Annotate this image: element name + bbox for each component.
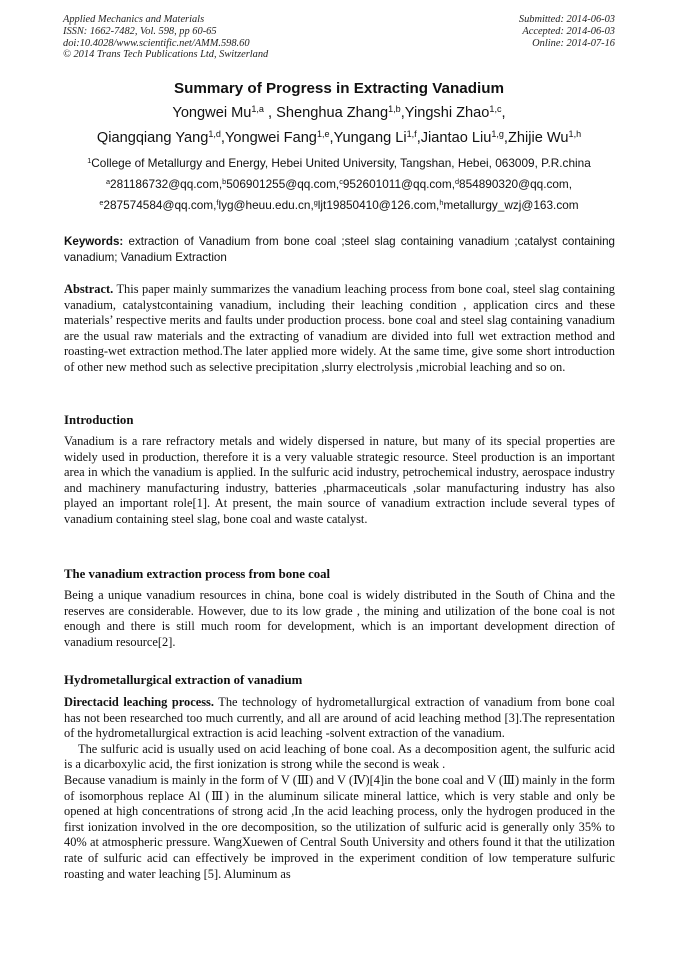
bone-coal-text: Being a unique vanadium resources in china, bone coal is widely distributed in the South of China and the reserves are considerable. However, due to its low grade , the mining and utilization of the bone coal is not enough and there is still much room for development, which is an important development direction of vanadium resource[2]. [64, 588, 615, 649]
author: Zhijie Wu$^{1,h}$ [507, 129, 582, 146]
journal-doi: doi:10.4028/www.scientific.net/AMM.598.60 [63, 37, 250, 49]
paragraph: The technology of hydrometallurgical extraction of vanadium from bone coal has not been researched too much currently, and all are around of acid leaching method [3].The representation of the hydrometallurgical extraction is acid leaching -solvent extraction of the vanadium. [64, 695, 615, 741]
journal-copyright: © 2014 Trans Tech Publications Ltd, Switzerland [63, 49, 269, 61]
affiliation-block [30, 153, 648, 216]
section-heading-hydrometallurgical: Hydrometallurgical extraction of vanadium [64, 673, 303, 687]
journal-issn: ISSN: 1662-7482, Vol. 598, pp 60-65 [63, 25, 217, 37]
keywords-text: extraction of Vanadium from bone coal ;steel slag containing vanadium ;catalyst containing vanadium; Vanadium Extraction [64, 235, 615, 264]
author-line-1 [30, 101, 648, 126]
journal-header-right [519, 14, 615, 49]
subsection-label: Directacid leaching process. [64, 695, 214, 709]
keywords-label: Keywords: [64, 235, 124, 248]
abstract [64, 282, 615, 376]
author-line-2 [30, 126, 648, 151]
online-date: Online: 2014-07-16 [532, 37, 615, 49]
introduction-text: Vanadium is a rare refractory metals and widely dispersed in nature, but many of its special properties are widely used in production, therefore it is a very valuable strategic resource. Steel production is an important area in which the vanadium is applied. In the sulfuric acid industry, petrochemical industry, aerospace industry and machinery manufacturing industry, batteries ,pharmaceuticals ,solar manufacturing industry has also played an important role[1]. At present, the main source of vanadium extraction include several types of vanadium containing steel slag, bone coal and waste catalyst. [64, 434, 615, 526]
abstract-label: Abstract. [64, 282, 114, 296]
author: Yongwei Mu$^{1,a}$ , [172, 104, 273, 121]
abstract-text: This paper mainly summarizes the vanadium leaching process from bone coal, steel slag containing vanadium, catalystcontaining vanadium, including their leaching condition , application circs and these materials’ respective merits and faults under production process. bone coal and steel slag containing vanadium are the usual raw materials and the extracting of vanadium are divided into full wet extraction method and roasting-wet extraction method.The later applied more widely. At the same time, give some short introduction of other new method such as selective precipitation ,slurry electrolysis ,microbial leaching and so on. [64, 282, 615, 374]
paragraph: The sulfuric acid is usually used on acid leaching of bone coal. As a decomposition agent, the sulfuric acid is a dicarboxylic acid, the first ionization is strong while the second is weak . [64, 741, 615, 772]
accepted-date: Accepted: 2014-06-03 [522, 25, 615, 37]
affiliation: $^1$College of Metallurgy and Energy, Hebei United University, Tangshan, Hebei, 063009, P.R.china [87, 155, 591, 170]
email-line-2: $^e$287574584@qq.com,$^f$lyg@heuu.edu.cn,$^g$ljt19850410@126.com,$^h$metallurgy_wzj@163.com [99, 197, 579, 212]
keywords [64, 234, 615, 266]
section-heading-introduction: Introduction [64, 413, 134, 427]
author: Jiantao Liu$^{1,g}$, [420, 129, 508, 146]
paragraph: Because vanadium is mainly in the form of V (Ⅲ) and V (Ⅳ)[4]in the bone coal and V (Ⅲ) mainly in the form of isomorphous replace Al (Ⅲ) in the aluminum silicate mineral lattice, which is very stable and only be opened at high concentrations of strong acid ,In the acid leaching process, only the hydrogen produced in the first ionization involved in the ore decomposition, so the utilization of sulfuric acid is generally only 35% to 40% at atmospheric pressure. WangXuewen of Central South University and others found it that the utilization rate of sulfuric acid can effectively be improved in the experiment condition of low temperature sulfuric roasting and water leaching [5]. Aluminum as [64, 772, 615, 881]
author-list [30, 101, 648, 151]
submitted-date: Submitted: 2014-06-03 [518, 14, 615, 25]
hydrometallurgical-text [64, 695, 615, 882]
author: Yingshi Zhao$^{1,c}$, [404, 104, 506, 121]
email-line-1: $^a$281186732@qq.com,$^b$506901255@qq.com,$^c$952601011@qq.com,$^d$854890320@qq.com, [105, 176, 573, 191]
author: Yongwei Fang$^{1,e}$, [224, 129, 334, 146]
journal-name: Applied Mechanics and Materials [63, 14, 205, 25]
section-heading-bone-coal: The vanadium extraction process from bone coal [64, 567, 331, 581]
author: Shenghua Zhang$^{1,b}$, [276, 104, 405, 121]
author: Qiangqiang Yang$^{1,d}$, [96, 129, 225, 146]
journal-header-left [63, 14, 268, 61]
author: Yungang Li$^{1,f}$, [333, 129, 421, 146]
paper-title: Summary of Progress in Extracting Vanadium [173, 80, 504, 97]
